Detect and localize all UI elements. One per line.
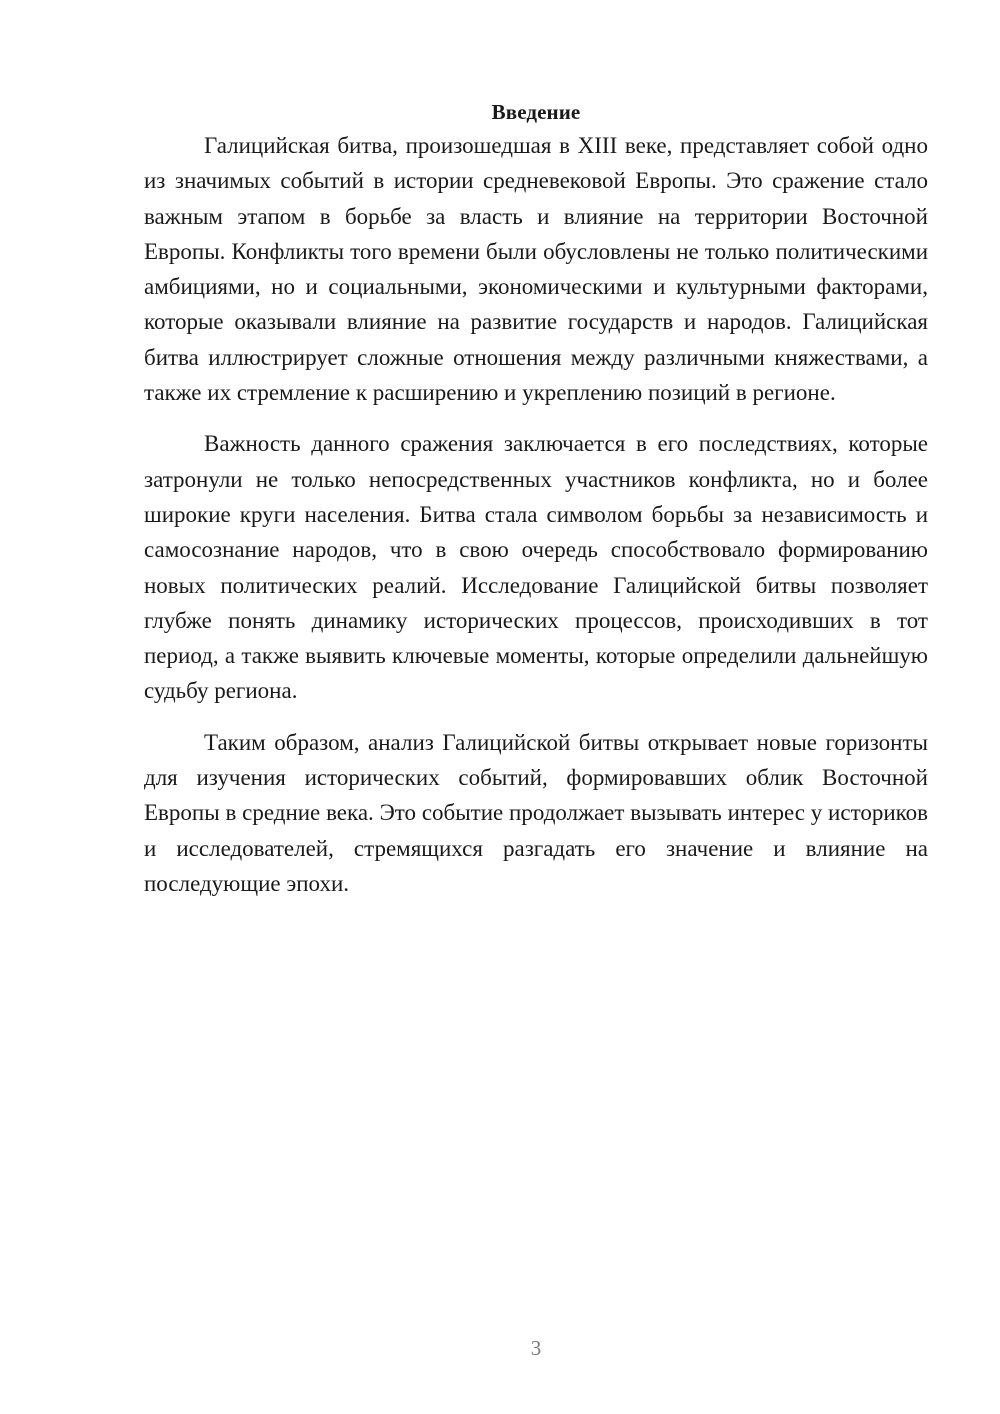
paragraph-1: Галицийская битва, произошедшая в XIII веке, представляет собой одно из значимых событий в истории средневековой Европы. Это сражение стало важным этапом в борьбе за власть и влияние на территории Восточной Европы. Конфликты того времени были обусловлены не только политическими амбициями, но и социальными, экономическими и культурными факторами, которые оказывали влияние на развитие государств и народов. Галицийская битва иллюстрирует сложные отношения между различными княжествами, а также их стремление к расширению и укреплению позиций в регионе.	[144, 133, 928, 406]
section-title: Введение	[491, 100, 581, 124]
page-number: 3	[530, 1336, 542, 1360]
paragraph-3: Таким образом, анализ Галицийской битвы открывает новые горизонты для изучения исторических событий, формировавших облик Восточной Европы в средние века. Это событие продолжает вызывать интерес у историков и исследователей, стремящихся разгадать его значение и влияние на последующие эпохи.	[144, 729, 928, 896]
page-content	[144, 96, 928, 901]
paragraph-2: Важность данного сражения заключается в его последствиях, которые затронули не только непосредственных участников конфликта, но и более широкие круги населения. Битва стала символом борьбы за независимость и самосознание народов, что в свою очередь способствовало формированию новых политических реалий. Исследование Галицийской битвы позволяет глубже понять динамику исторических процессов, происходивших в тот период, а также выявить ключевые моменты, которые определили дальнейшую судьбу региона.	[144, 431, 928, 704]
